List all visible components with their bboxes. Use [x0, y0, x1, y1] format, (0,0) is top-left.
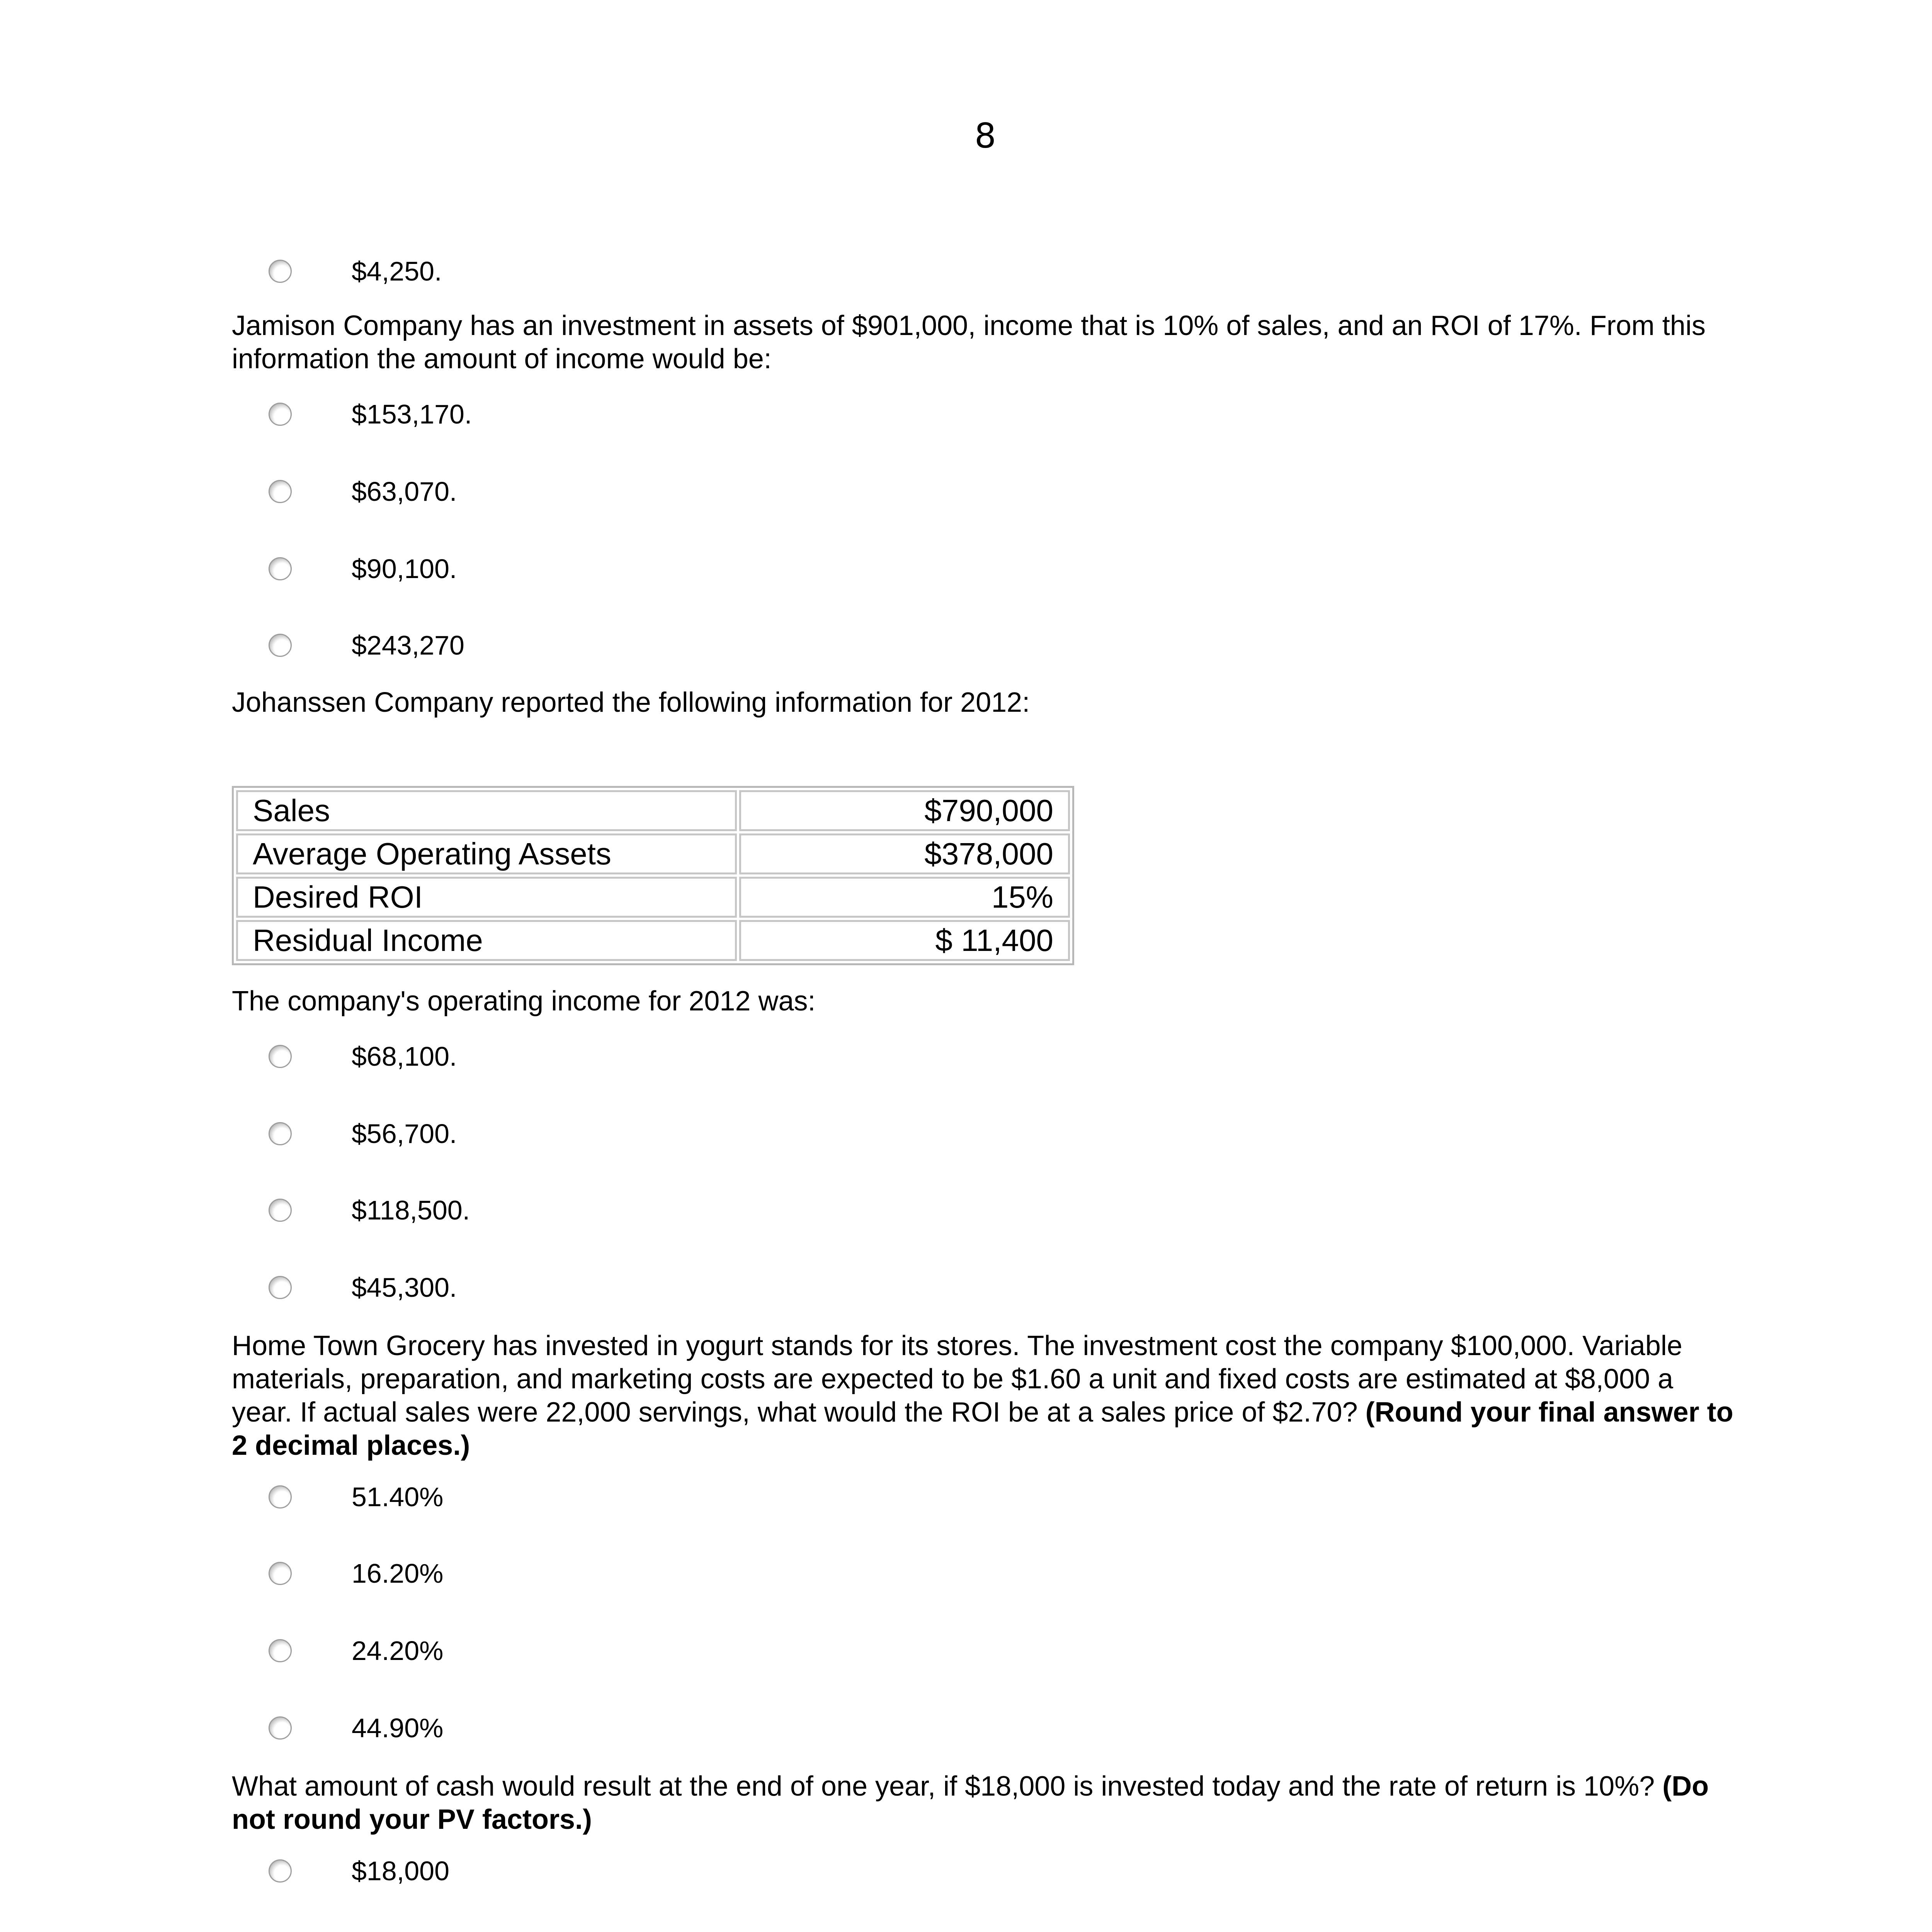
option-label: $4,250. — [352, 256, 442, 286]
option-label: $68,100. — [352, 1041, 457, 1071]
question-instruction: (Do not round your PV factors.) — [232, 1771, 1709, 1835]
question-text: The company's operating income for 2012 was: — [232, 986, 816, 1017]
question-instruction: (Round your final answer to 2 decimal places.) — [232, 1397, 1733, 1461]
table-row — [236, 920, 1070, 961]
answer-option[interactable] — [269, 1190, 470, 1225]
radio-button[interactable] — [269, 1276, 292, 1299]
radio-button[interactable] — [269, 480, 292, 503]
financial-data-table — [232, 786, 1074, 965]
option-label: 24.20% — [352, 1636, 444, 1666]
option-label: 51.40% — [352, 1482, 444, 1512]
table-cell-label: Residual Income — [236, 920, 737, 961]
option-label: 44.90% — [352, 1713, 444, 1743]
answer-option[interactable] — [269, 1708, 444, 1743]
radio-button[interactable] — [269, 1199, 292, 1222]
question-body: What amount of cash would result at the end of one year, if $18,000 is invested today and the rate of return is 10%? — [232, 1771, 1655, 1802]
option-label: $243,270 — [352, 630, 464, 660]
question-intro: Johanssen Company reported the following information for 2012: — [232, 687, 1030, 718]
answer-option[interactable] — [269, 1553, 444, 1588]
radio-button[interactable] — [269, 557, 292, 580]
radio-button[interactable] — [269, 1859, 292, 1883]
answer-option[interactable] — [269, 1851, 450, 1886]
option-label: $118,500. — [352, 1195, 470, 1225]
radio-button[interactable] — [269, 1122, 292, 1145]
table-cell-value: $378,000 — [739, 833, 1070, 874]
question-text — [232, 1770, 1739, 1836]
radio-button[interactable] — [269, 260, 292, 283]
option-label: $56,700. — [352, 1119, 457, 1149]
option-label: 16.20% — [352, 1558, 444, 1588]
page-number: 8 — [975, 116, 996, 156]
table-cell-value: $790,000 — [739, 790, 1070, 831]
answer-option[interactable] — [269, 549, 457, 584]
radio-button[interactable] — [269, 634, 292, 657]
table-cell-label: Sales — [236, 790, 737, 831]
answer-option[interactable] — [269, 625, 464, 660]
table-row — [236, 833, 1070, 874]
radio-button[interactable] — [269, 1716, 292, 1740]
option-label: $45,300. — [352, 1272, 457, 1303]
radio-button[interactable] — [269, 1485, 292, 1509]
table-cell-value: $ 11,400 — [739, 920, 1070, 961]
table-cell-label: Desired ROI — [236, 877, 737, 918]
answer-option[interactable] — [269, 251, 442, 286]
option-label: $63,070. — [352, 476, 457, 507]
table-cell-value: 15% — [739, 877, 1070, 918]
answer-option[interactable] — [269, 1267, 457, 1303]
question-text — [232, 1329, 1739, 1462]
radio-button[interactable] — [269, 1562, 292, 1585]
radio-button[interactable] — [269, 1639, 292, 1662]
answer-option[interactable] — [269, 1036, 457, 1071]
table-row — [236, 790, 1070, 831]
option-label: $153,170. — [352, 399, 472, 429]
question-text: Jamison Company has an investment in assets of $901,000, income that is 10% of sales, and an ROI of 17%. From this information the amount of income would be: — [232, 310, 1706, 374]
radio-button[interactable] — [269, 1045, 292, 1068]
option-label: $90,100. — [352, 554, 457, 584]
radio-button[interactable] — [269, 403, 292, 426]
answer-option[interactable] — [269, 1927, 292, 1932]
option-label: $18,000 — [352, 1856, 450, 1886]
answer-option[interactable] — [269, 1114, 457, 1149]
answer-option[interactable] — [269, 1477, 444, 1512]
question-body: Home Town Grocery has invested in yogurt stands for its stores. The investment cost the company $100,000. Variable materials, preparation, and marketing costs are expected to be $1.60 a unit and fixed costs are estimated at $8,000 a year. If actual sales were 22,000 servings, what would the ROI be at a sales price of $2.70? — [232, 1330, 1682, 1428]
table-row — [236, 877, 1070, 918]
answer-option[interactable] — [269, 394, 472, 429]
answer-option[interactable] — [269, 1631, 444, 1666]
answer-option[interactable] — [269, 471, 457, 507]
table-cell-label: Average Operating Assets — [236, 833, 737, 874]
